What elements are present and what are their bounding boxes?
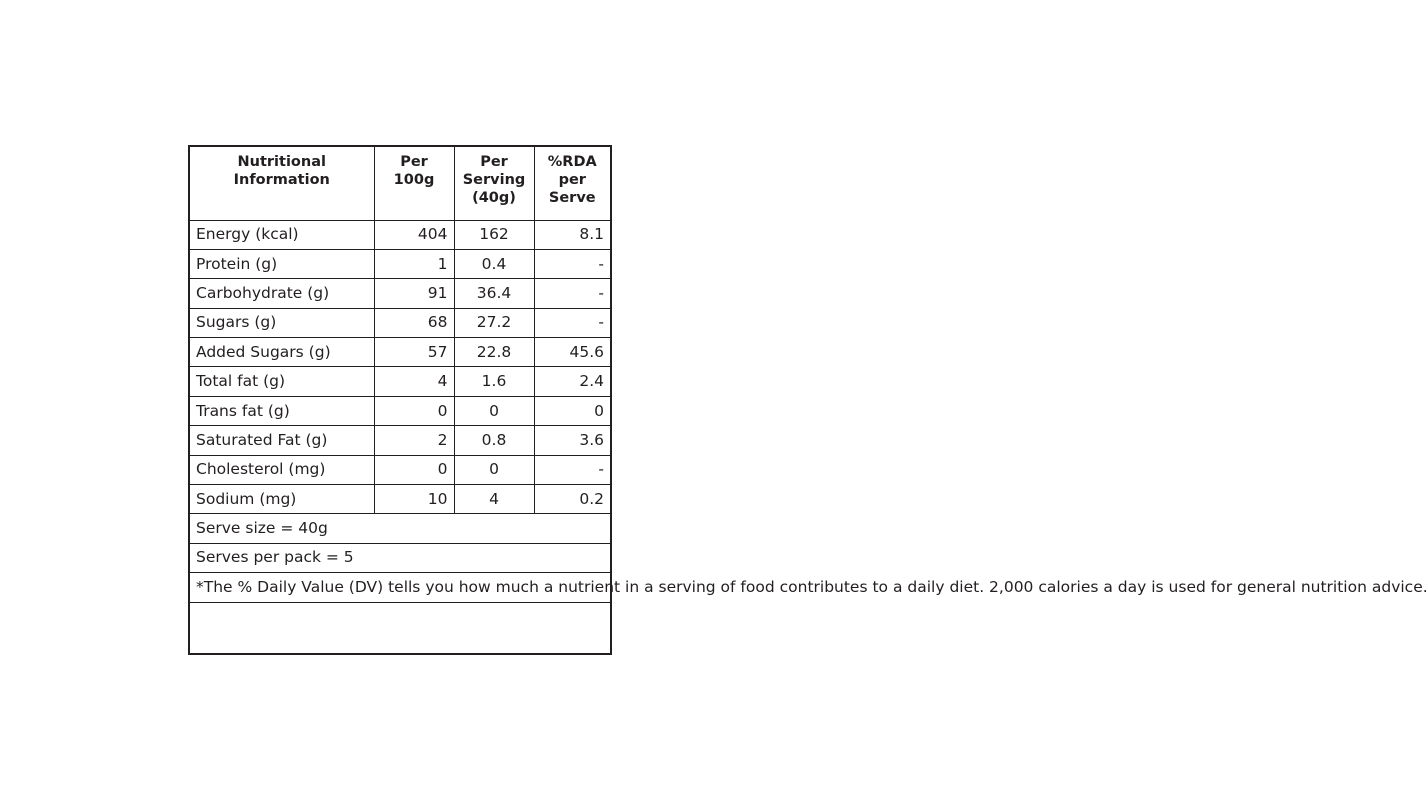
row-name: Added Sugars (g): [190, 338, 374, 367]
row-rda: 3.6: [534, 426, 610, 455]
footnote-row: [190, 573, 610, 602]
row-rda: 8.1: [534, 220, 610, 249]
footnote: *The % Daily Value (DV) tells you how much a nutrient in a serving of food contributes to a daily diet. 2,000 calories a day is used for general nutrition advice.: [190, 573, 610, 602]
row-rda: -: [534, 279, 610, 308]
serve-size: Serve size = 40g: [190, 514, 610, 543]
serves-per-pack-row: [190, 543, 610, 572]
serve-size-row: [190, 514, 610, 543]
row-per-serving: 1.6: [454, 367, 534, 396]
table-row: [190, 220, 610, 249]
row-per-100g: 2: [374, 426, 454, 455]
table-row: [190, 396, 610, 425]
nutrition-label: [188, 145, 1428, 655]
header-per-serving: Per Serving (40g): [454, 147, 534, 220]
serves-per-pack: Serves per pack = 5: [190, 543, 610, 572]
row-per-serving: 27.2: [454, 308, 534, 337]
row-rda: 0: [534, 396, 610, 425]
row-rda: 0.2: [534, 485, 610, 514]
table-row: [190, 308, 610, 337]
row-per-serving: 0.8: [454, 426, 534, 455]
table-row: [190, 367, 610, 396]
table-row: [190, 338, 610, 367]
row-per-100g: 0: [374, 455, 454, 484]
row-name: Trans fat (g): [190, 396, 374, 425]
row-name: Saturated Fat (g): [190, 426, 374, 455]
header-per-100g: Per 100g: [374, 147, 454, 220]
row-per-serving: 0: [454, 396, 534, 425]
row-rda: -: [534, 308, 610, 337]
row-name: Carbohydrate (g): [190, 279, 374, 308]
table-row: [190, 455, 610, 484]
row-name: Sugars (g): [190, 308, 374, 337]
nutrition-table: [190, 147, 1428, 603]
row-per-serving: 0.4: [454, 249, 534, 278]
header-nutrient: Nutritional Information: [190, 147, 374, 220]
row-name: Protein (g): [190, 249, 374, 278]
row-per-serving: 162: [454, 220, 534, 249]
row-per-100g: 4: [374, 367, 454, 396]
header-rda: %RDA per Serve: [534, 147, 610, 220]
header-row: [190, 147, 610, 220]
table-row: [190, 249, 610, 278]
row-per-serving: 36.4: [454, 279, 534, 308]
row-name: Energy (kcal): [190, 220, 374, 249]
row-per-100g: 57: [374, 338, 454, 367]
row-name: Sodium (mg): [190, 485, 374, 514]
row-per-100g: 10: [374, 485, 454, 514]
row-per-serving: 0: [454, 455, 534, 484]
table-row: [190, 279, 610, 308]
row-rda: -: [534, 249, 610, 278]
row-per-serving: 22.8: [454, 338, 534, 367]
row-rda: 45.6: [534, 338, 610, 367]
row-rda: -: [534, 455, 610, 484]
row-name: Cholesterol (mg): [190, 455, 374, 484]
row-per-100g: 1: [374, 249, 454, 278]
row-per-100g: 68: [374, 308, 454, 337]
row-rda: 2.4: [534, 367, 610, 396]
row-per-100g: 0: [374, 396, 454, 425]
row-name: Total fat (g): [190, 367, 374, 396]
row-per-serving: 4: [454, 485, 534, 514]
table-row: [190, 485, 610, 514]
table-row: [190, 426, 610, 455]
row-per-100g: 91: [374, 279, 454, 308]
row-per-100g: 404: [374, 220, 454, 249]
